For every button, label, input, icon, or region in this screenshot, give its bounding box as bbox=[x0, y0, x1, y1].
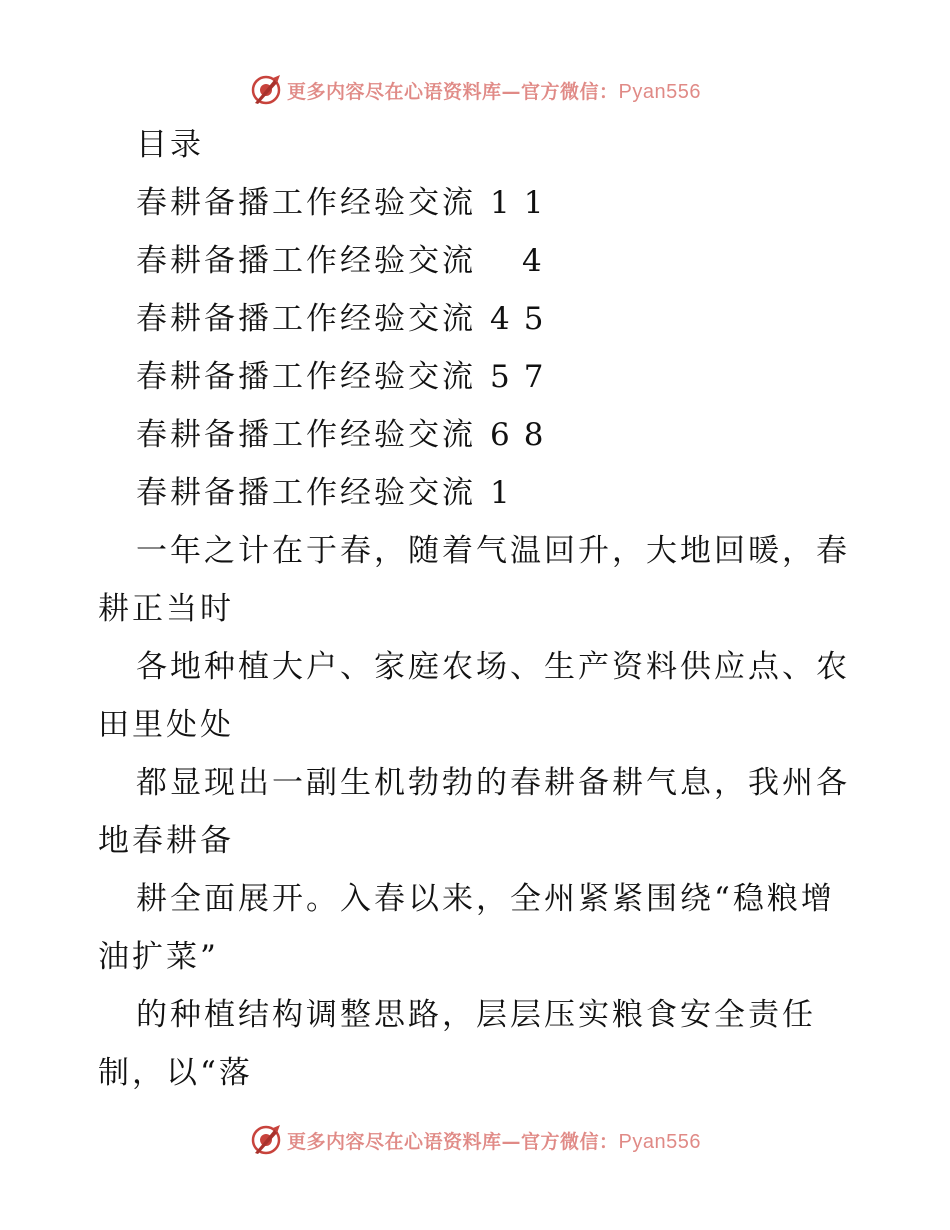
body-line: 耕正当时 bbox=[98, 591, 234, 627]
header-watermark bbox=[0, 70, 950, 110]
body-line: 各地种植大户、家庭农场、生产资料供应点、农 bbox=[136, 649, 850, 685]
quill-logo-icon bbox=[249, 73, 283, 107]
toc-entry: 春耕备播工作经验交流 5 7 bbox=[136, 359, 544, 395]
body-line: 都显现出一副生机勃勃的春耕备耕气息，我州各 bbox=[136, 765, 850, 801]
body-line: 地春耕备 bbox=[98, 823, 234, 859]
watermark-text: 更多内容尽在心语资料库—官方微信：Pyan556 bbox=[287, 1130, 701, 1153]
quill-logo-icon bbox=[249, 1123, 283, 1157]
document-body bbox=[98, 116, 858, 1102]
toc-entry: 春耕备播工作经验交流 4 bbox=[136, 243, 542, 279]
footer-watermark bbox=[0, 1120, 950, 1160]
body-line: 油扩菜” bbox=[98, 939, 219, 975]
body-line: 田里处处 bbox=[98, 707, 234, 743]
toc-title: 目录 bbox=[136, 127, 204, 163]
body-line: 一年之计在于春，随着气温回升，大地回暖，春 bbox=[136, 533, 850, 569]
toc-entry: 春耕备播工作经验交流 1 bbox=[136, 475, 510, 511]
body-line: 耕全面展开。入春以来，全州紧紧围绕“稳粮增 bbox=[136, 881, 835, 917]
toc-entry: 春耕备播工作经验交流 1 1 bbox=[136, 185, 544, 221]
toc-entry: 春耕备播工作经验交流 4 5 bbox=[136, 301, 544, 337]
watermark-text: 更多内容尽在心语资料库—官方微信：Pyan556 bbox=[287, 80, 701, 103]
body-line: 的种植结构调整思路，层层压实粮食安全责任 bbox=[136, 997, 816, 1033]
toc-entry: 春耕备播工作经验交流 6 8 bbox=[136, 417, 544, 453]
body-line: 制，以“落 bbox=[98, 1055, 253, 1091]
